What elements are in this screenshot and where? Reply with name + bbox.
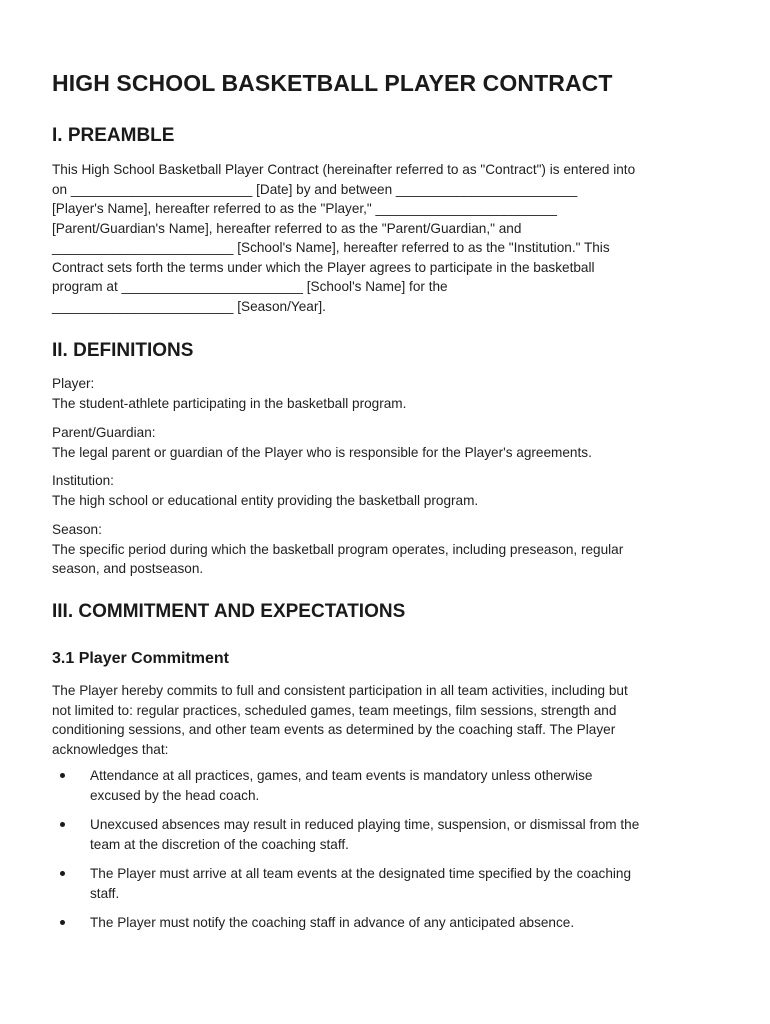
list-item — [52, 864, 722, 903]
definition-player — [52, 374, 722, 413]
definition-season — [52, 520, 722, 579]
bullet-text: The Player must notify the coaching staff in advance of any anticipated absence. — [90, 915, 575, 930]
preamble-paragraph — [52, 160, 722, 316]
commitment-line: The Player hereby commits to full and consistent participation in all team activities, including but — [52, 683, 628, 698]
definition-term: Season: — [52, 522, 102, 537]
bullet-text: The Player must arrive at all team events at the designated time specified by the coaching — [90, 866, 632, 881]
preamble-line: program at ________________________ [School's Name] for the — [52, 279, 448, 294]
definition-parent-guardian — [52, 423, 722, 462]
bullet-text: Attendance at all practices, games, and team events is mandatory unless otherwise — [90, 768, 593, 783]
bullet-icon — [60, 920, 65, 925]
definition-desc: season, and postseason. — [52, 561, 204, 576]
definition-term: Institution: — [52, 473, 114, 488]
commitment-paragraph — [52, 681, 722, 759]
commitment-bullet-list — [52, 766, 722, 943]
definitions-heading: II. DEFINITIONS — [52, 340, 194, 361]
preamble-line: [Player's Name], hereafter referred to as the "Player," ________________________ — [52, 201, 557, 216]
commitment-heading: III. COMMITMENT AND EXPECTATIONS — [52, 601, 406, 622]
commitment-line: not limited to: regular practices, scheduled games, team meetings, film sessions, strength and — [52, 702, 617, 718]
commitment-line: acknowledges that: — [52, 741, 169, 757]
preamble-line: Contract sets forth the terms under which the Player agrees to participate in the basketball — [52, 259, 595, 275]
list-item — [52, 815, 722, 854]
bullet-icon — [60, 871, 65, 876]
list-item — [52, 913, 722, 933]
preamble-heading: I. PREAMBLE — [52, 125, 175, 146]
bullet-text: staff. — [90, 885, 120, 901]
preamble-line: ________________________ [School's Name], hereafter referred to as the "Institution." This — [52, 240, 610, 255]
preamble-line: on ________________________ [Date] by and between ________________________ — [52, 181, 578, 197]
document-title: HIGH SCHOOL BASKETBALL PLAYER CONTRACT — [52, 70, 613, 96]
bullet-icon — [60, 773, 65, 778]
preamble-line: This High School Basketball Player Contract (hereinafter referred to as "Contract") is entered into — [52, 162, 636, 177]
definition-term: Player: — [52, 376, 95, 391]
bullet-text: excused by the head coach. — [90, 787, 260, 803]
definition-desc: The specific period during which the basketball program operates, including preseason, regular — [52, 541, 624, 557]
definition-term: Parent/Guardian: — [52, 425, 156, 440]
bullet-text: team at the discretion of the coaching staff. — [90, 836, 349, 852]
player-commitment-subheading: 3.1 Player Commitment — [52, 650, 229, 667]
definition-desc: The legal parent or guardian of the Player who is responsible for the Player's agreements. — [52, 444, 592, 460]
preamble-line: ________________________ [Season/Year]. — [52, 298, 326, 314]
commitment-line: conditioning sessions, and other team events as determined by the coaching staff. The Player — [52, 722, 616, 737]
definition-desc: The student-athlete participating in the basketball program. — [52, 395, 407, 411]
list-item — [52, 766, 722, 805]
definition-desc: The high school or educational entity providing the basketball program. — [52, 492, 479, 508]
preamble-line: [Parent/Guardian's Name], hereafter referred to as the "Parent/Guardian," and — [52, 220, 522, 236]
bullet-icon — [60, 822, 65, 827]
bullet-text: Unexcused absences may result in reduced playing time, suspension, or dismissal from the — [90, 817, 640, 832]
definition-institution — [52, 471, 722, 510]
